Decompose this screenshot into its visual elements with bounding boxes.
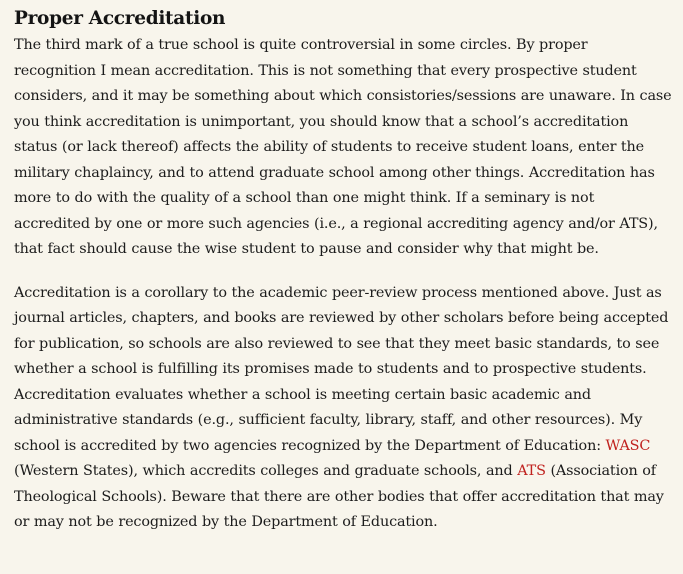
paragraph-2	[14, 281, 673, 536]
paragraph-2-text-end: (Association of Theological Schools). Beware that there are other bodies that offer accreditation that may or may not be recognized by the Department of Education.	[14, 463, 664, 530]
wasc-link[interactable]: WASC	[605, 437, 651, 454]
paragraph-1: The third mark of a true school is quite controversial in some circles. By proper recognition I mean accreditation. This is not something that every prospective student considers, and it may be something about which consistories/sessions are unaware. In case you think accreditation is unimportant, you should know that a school’s accreditation status (or lack thereof) affects the ability of students to receive student loans, enter the military chaplaincy, and to attend graduate school among other things. Accreditation has more to do with the quality of a school than one might think. If a seminary is not accredited by one or more such agencies (i.e., a regional accrediting agency and/or ATS), that fact should cause the wise student to pause and consider why that might be.	[14, 37, 672, 257]
ats-link[interactable]: ATS	[517, 463, 546, 479]
paragraph-2-text-middle: (Western States), which accredits colleges and graduate schools, and	[14, 463, 518, 479]
paragraph-2-text-start: Accreditation is a corollary to the academic peer-review process mentioned above. Just as journal articles, chapters, and books are reviewed by other scholars before being accepted for publication, so schools are also reviewed to see that they meet basic standards, to see whether a school is fulfilling its promises made to students and to prospective students. Accreditation evaluates whether a school is meeting certain basic academic and administrative standards (e.g., sufficient faculty, library, staff, and other resources). My school is accredited by two agencies recognized by the Department of Education:	[14, 284, 669, 454]
section-heading: Proper Accreditation	[14, 8, 226, 29]
